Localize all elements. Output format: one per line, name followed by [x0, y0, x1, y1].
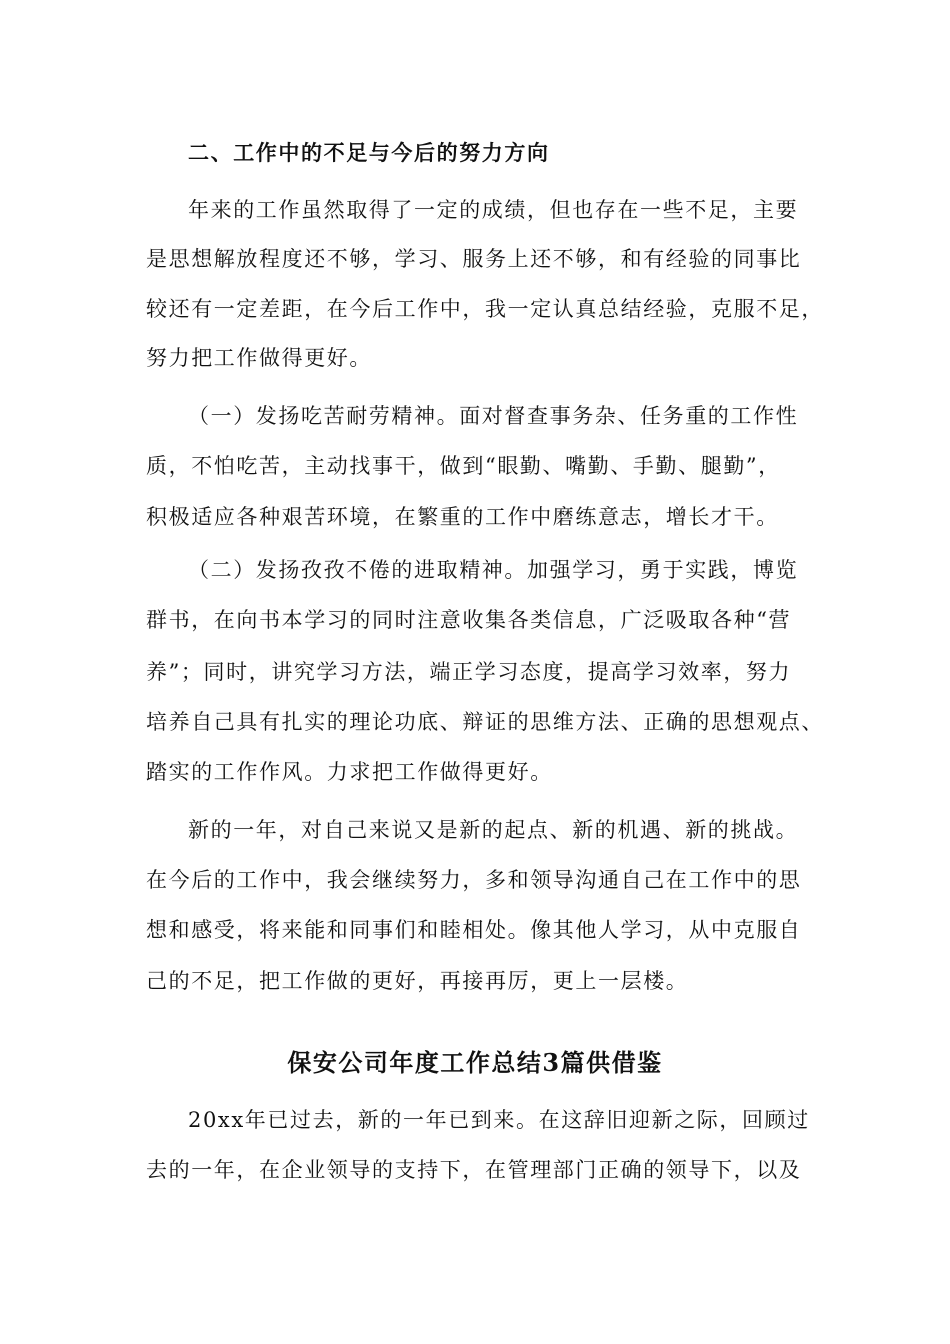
paragraph-line: （二）发扬孜孜不倦的进取精神。加强学习，勇于实践，博览 [188, 558, 799, 582]
paragraph-line: 努力把工作做得更好。 [146, 346, 372, 370]
section-heading: 二、工作中的不足与今后的努力方向 [188, 140, 550, 165]
paragraph-line: 群书，在向书本学习的同时注意收集各类信息，广泛吸取各种“营 [146, 608, 792, 632]
paragraph-line: 质，不怕吃苦，主动找事干，做到“眼勤、嘴勤、手勤、腿勤”， [146, 454, 781, 478]
paragraph-line: 踏实的工作作风。力求把工作做得更好。 [146, 760, 553, 784]
paragraph-line: 年来的工作虽然取得了一定的成绩，但也存在一些不足，主要 [188, 198, 799, 222]
paragraph-line: 积极适应各种艰苦环境，在繁重的工作中磨练意志，增长才干。 [146, 505, 779, 529]
paragraph-line: （一）发扬吃苦耐劳精神。面对督查事务杂、任务重的工作性 [188, 404, 799, 428]
document-title: 保安公司年度工作总结3篇供借鉴 [287, 1048, 663, 1077]
paragraph-line: 是思想解放程度还不够，学习、服务上还不够，和有经验的同事比 [146, 247, 802, 271]
paragraph-line: 新的一年，对自己来说又是新的起点、新的机遇、新的挑战。 [188, 818, 799, 842]
paragraph-line: 养”；同时，讲究学习方法，端正学习态度，提高学习效率，努力 [146, 660, 792, 684]
paragraph-line: 己的不足，把工作做的更好，再接再厉，更上一层楼。 [146, 969, 689, 993]
paragraph-line: 想和感受，将来能和同事们和睦相处。像其他人学习，从中克服自 [146, 918, 802, 942]
paragraph-line: 20xx年已过去，新的一年已到来。在这辞旧迎新之际，回顾过 [188, 1108, 810, 1132]
paragraph-line: 较还有一定差距，在今后工作中，我一定认真总结经验，克服不足， [146, 297, 824, 321]
paragraph-line: 在今后的工作中，我会继续努力，多和领导沟通自己在工作中的思 [146, 868, 802, 892]
paragraph-line: 去的一年，在企业领导的支持下，在管理部门正确的领导下，以及 [146, 1158, 802, 1182]
paragraph-line: 培养自己具有扎实的理论功底、辩证的思维方法、正确的思想观点、 [146, 710, 824, 734]
